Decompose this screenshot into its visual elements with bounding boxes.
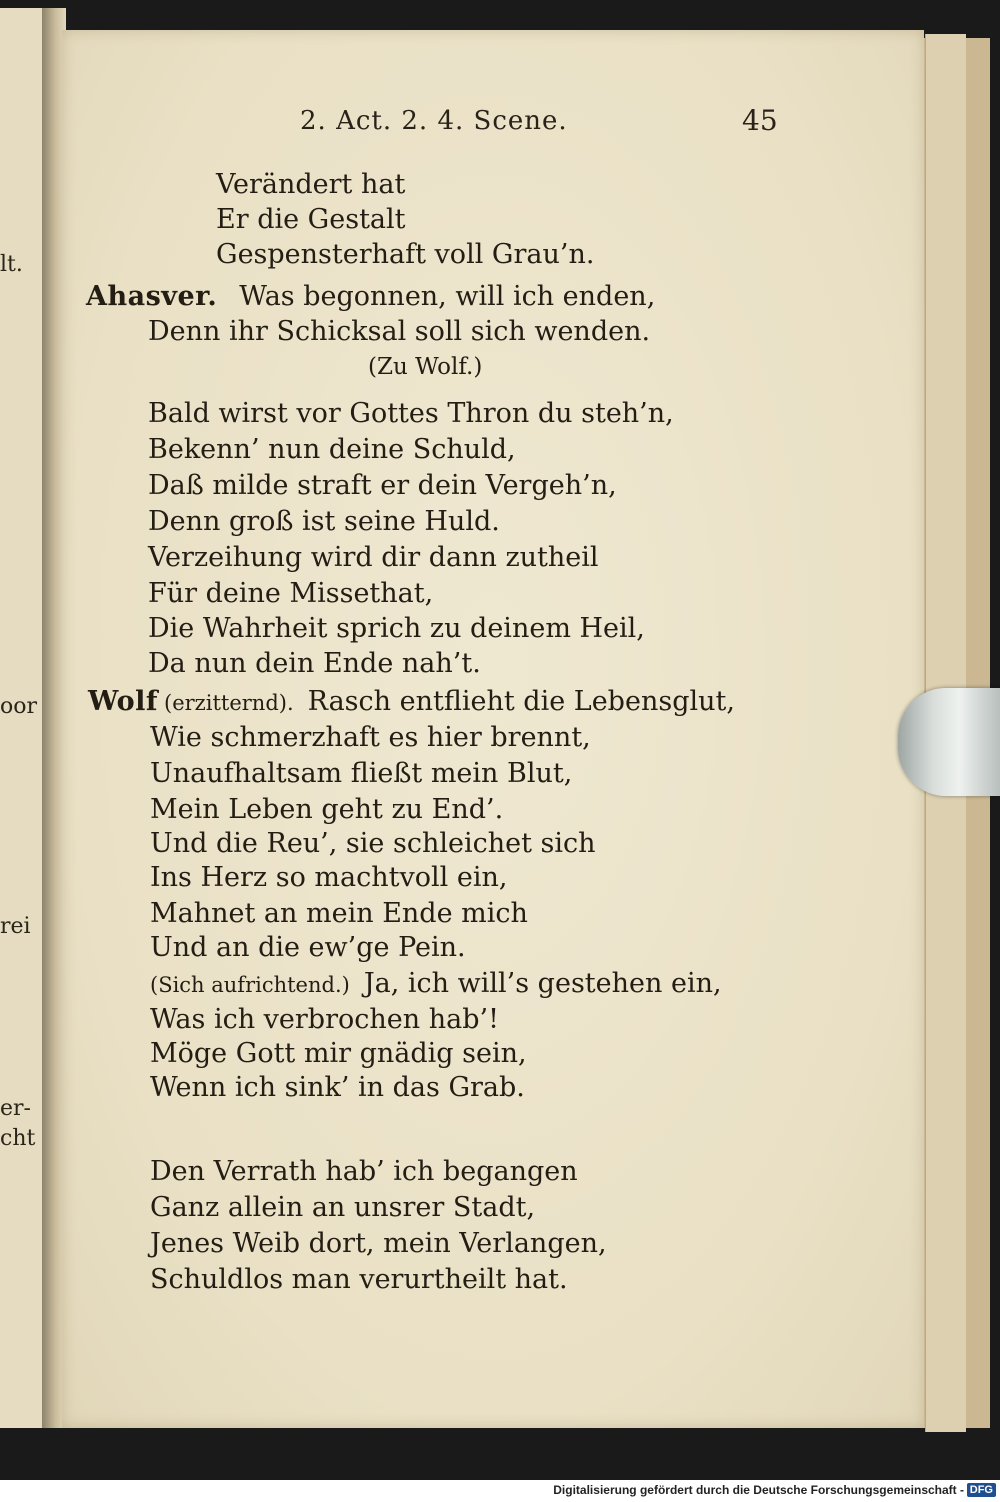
verse-line: Ganz allein an unsrer Stadt, [150,1192,536,1223]
left-page-fragment: er- [0,1096,31,1121]
verse-line: Da nun dein Ende nah’t. [148,648,481,679]
verse-line: Daß milde straft er dein Vergeh’n, [148,470,617,501]
dialogue-line [86,283,655,310]
verse-line: Und die Reu’, sie schleichet sich [150,828,596,859]
speaker-name: Ahasver. [86,281,218,312]
dialogue-line [88,688,735,715]
verse-line: Jenes Weib dort, mein Verlangen, [150,1228,607,1259]
verse-line: Verzeihung wird dir dann zutheil [148,542,599,573]
page-clip [898,688,1000,796]
funding-credit: Digitalisierung gefördert durch die Deutsche Forschungsgemeinschaft - [553,1483,964,1497]
stage-direction: (Sich aufrichtend.) [150,973,350,997]
stage-direction: (Zu Wolf.) [368,354,483,380]
verse-line: Und an die ew’ge Pein. [150,932,466,963]
verse-line: Die Wahrheit sprich zu deinem Heil, [148,613,645,644]
verse-line: Er die Gestalt [216,204,406,235]
verse-text: Ja, ich will’s gestehen ein, [363,968,722,999]
left-page-fragment: rei [0,914,31,939]
verse-line: Gespensterhaft voll Grau’n. [216,239,595,270]
verse-line: Verändert hat [216,169,406,200]
left-page-fragment: lt. [0,252,23,277]
left-page-fragment: cht [0,1126,36,1151]
verse-line: Bekenn’ nun deine Schuld, [148,434,516,465]
verse-line: Denn groß ist seine Huld. [148,506,500,537]
stage-direction: (erzitternd). [164,691,294,715]
verse-line: Möge Gott mir gnädig sein, [150,1038,527,1069]
verse-line: Denn ihr Schicksal soll sich wenden. [148,316,651,347]
verse-line: Ins Herz so machtvoll ein, [150,862,508,893]
left-page-edge [0,8,44,1428]
verse-line: Bald wirst vor Gottes Thron du steh’n, [148,398,674,429]
verse-line: Unaufhaltsam fließt mein Blut, [150,758,573,789]
verse-line: Was ich verbrochen hab’! [150,1004,499,1035]
verse-line: Wie schmerzhaft es hier brennt, [150,722,591,753]
dfg-logo: DFG [967,1483,996,1497]
left-page-fragment: oor [0,694,38,719]
verse-line: Mein Leben geht zu End’. [150,794,504,825]
dialogue-line [150,970,722,997]
verse-line: Mahnet an mein Ende mich [150,898,528,929]
digitization-footer [0,1480,1000,1502]
verse-line: Für deine Missethat, [148,578,434,609]
page-number: 45 [742,104,778,137]
verse-text: Was begonnen, will ich enden, [239,281,656,312]
verse-line: Wenn ich sink’ in das Grab. [150,1072,525,1103]
verse-line: Den Verrath hab’ ich begangen [150,1156,578,1187]
verse-line: Schuldlos man verurtheilt hat. [150,1264,568,1295]
speaker-name: Wolf [88,686,159,717]
verse-text: Rasch entflieht die Lebensglut, [307,686,735,717]
running-head: 2. Act. 2. 4. Scene. [300,106,568,136]
